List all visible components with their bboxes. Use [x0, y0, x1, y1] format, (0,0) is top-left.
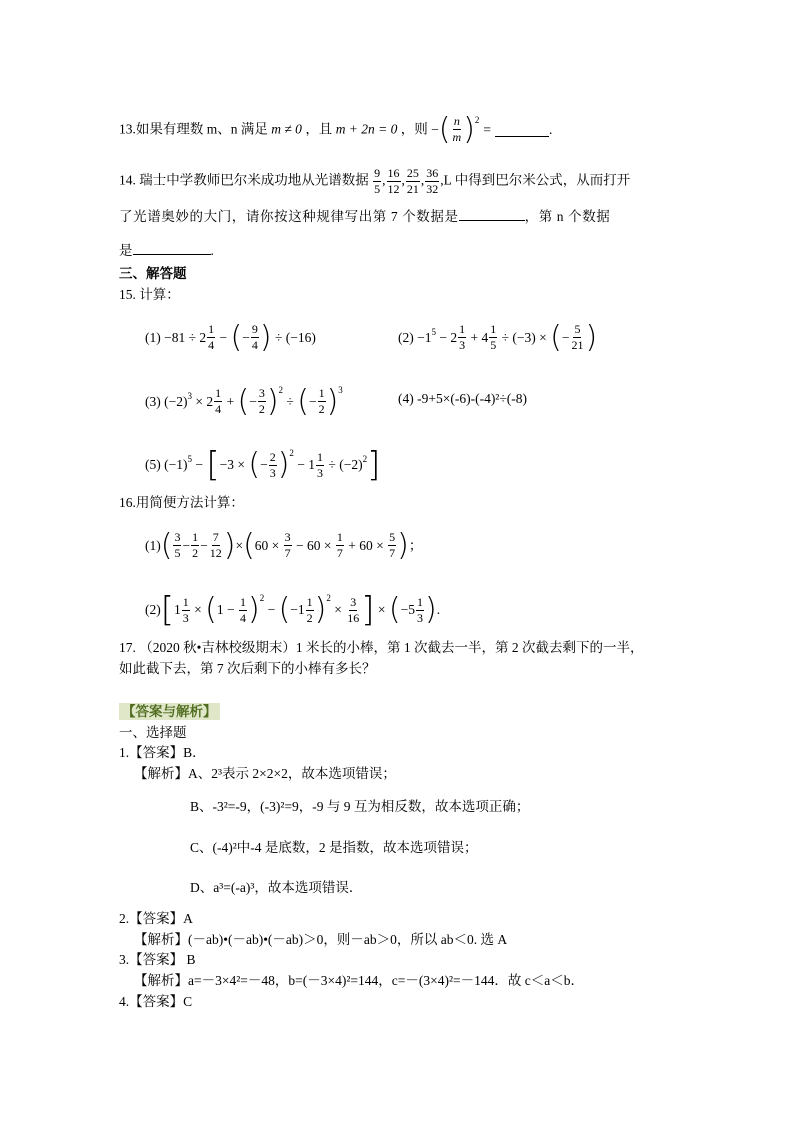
- answers-heading: 【答案与解析】: [119, 702, 220, 722]
- question-16-title: 16.用简便方法计算：: [119, 495, 244, 510]
- question-14-line1: 14. 瑞士中学教师巴尔米成功地从光谱数据 $\frac{9}{5}$ , $\frac{16}{12}$ , $\frac{25}{21}$ , $\frac{36}{32}$ ,L 中得到巴尔米公式，从而打开: [119, 166, 631, 196]
- q15-part-5: (5) (−1) $^5$ − [ −3 × ( − $\frac{2}{3}$ ) $^2$ − 1 $\frac{1}{3}$ ÷ (−2) $^2$ ]: [145, 445, 381, 485]
- answer-1-explanation-c: C、(-4)²中-4 是底数，2 是指数，故本选项错误；: [190, 840, 478, 855]
- answer-1: 1.【答案】B．: [119, 745, 206, 760]
- answer-blank[interactable]: [133, 240, 211, 255]
- q15-part-1: (1) −81 ÷ 2 $\frac{1}{4}$ − ( − $\frac{9}{4}$ ) ÷ (−16): [145, 319, 316, 355]
- answer-2-explanation: 【解析】(－ab)•(－ab)•(－ab)＞0，则－ab＞0，所以 ab＜0. 选 A: [134, 932, 508, 947]
- answer-4: 4.【答案】C: [119, 994, 193, 1009]
- q16-part-2: (2) [ 1 $\frac{1}{3}$ × ( 1 − $\frac{1}{4}$ ) $^2$ − ( −1 $\frac{1}{2}$ ) $^2$ × $\frac{3}{16}$ ] × ( −5 $\frac{1}{3}$ ) .: [145, 590, 441, 630]
- answer-2: 2.【答案】A: [119, 911, 193, 926]
- question-15-title: 15. 计算：: [119, 287, 180, 302]
- question-17-line1: 17. （2020 秋•吉林校级期末）1 米长的小棒，第 1 次截去一半，第 2 次截去剩下的一半，: [119, 640, 644, 655]
- q15-part-3: (3) (−2) $^3$ × 2 $\frac{1}{4}$ + ( − $\frac{3}{2}$ ) $^2$ ÷ ( − $\frac{1}{2}$ ) $^3$: [145, 383, 343, 419]
- answer-3: 3.【答案】 B: [119, 952, 196, 967]
- answer-blank[interactable]: [459, 206, 525, 221]
- q15-part-4: (4) -9+5×(-6)-(-4)²÷(-8): [398, 391, 528, 406]
- question-13: 13.如果有理数 m、n 满足 m ≠ 0 ，且 m + 2n = 0 ，则 − ( $\frac{n}{m}$ ) $^2$ = .: [119, 111, 553, 147]
- answer-1-explanation-d: D、a³=(-a)³，故本选项错误．: [190, 880, 363, 895]
- section-title-answers: 三、解答题: [119, 266, 187, 281]
- answer-1-explanation-b: B、-3²=-9，(-3)²=9，-9 与 9 互为相反数，故本选项正确；: [190, 799, 530, 814]
- answer-3-explanation: 【解析】a=－3×4²=－48，b=(－3×4)²=144，c=－(3×4)²=－144．故 c＜a＜b．: [134, 973, 584, 988]
- answers-section-1: 一、选择题: [119, 725, 187, 740]
- question-17-line2: 如此截下去，第 7 次后剩下的小棒有多长？: [119, 661, 376, 676]
- question-14-line2: 了光谱奥妙的大门，请你按这种规律写出第 7 个数据是 ，第 n 个数据: [119, 206, 610, 227]
- question-14-line3: 是 .: [119, 240, 214, 261]
- answer-1-explanation-a: 【解析】A、2³表示 2×2×2，故本选项错误；: [134, 766, 396, 781]
- answer-blank[interactable]: [495, 122, 549, 137]
- q16-part-1: (1) ( $\frac{3}{5}$ − $\frac{1}{2}$ − $\frac{7}{12}$ ) × ( 60 × $\frac{3}{7}$ − 60 × $\frac{1}{7}$ + 60 × $\frac{5}{7}$ ) ；: [145, 527, 423, 563]
- q13-expression: − ( $\frac{n}{m}$ ) $^2$ = .: [431, 111, 553, 147]
- q15-part-2: (2) −1 $^5$ − 2 $\frac{1}{3}$ + 4 $\frac{1}{5}$ ÷ (−3) × ( − $\frac{5}{21}$ ): [398, 319, 598, 355]
